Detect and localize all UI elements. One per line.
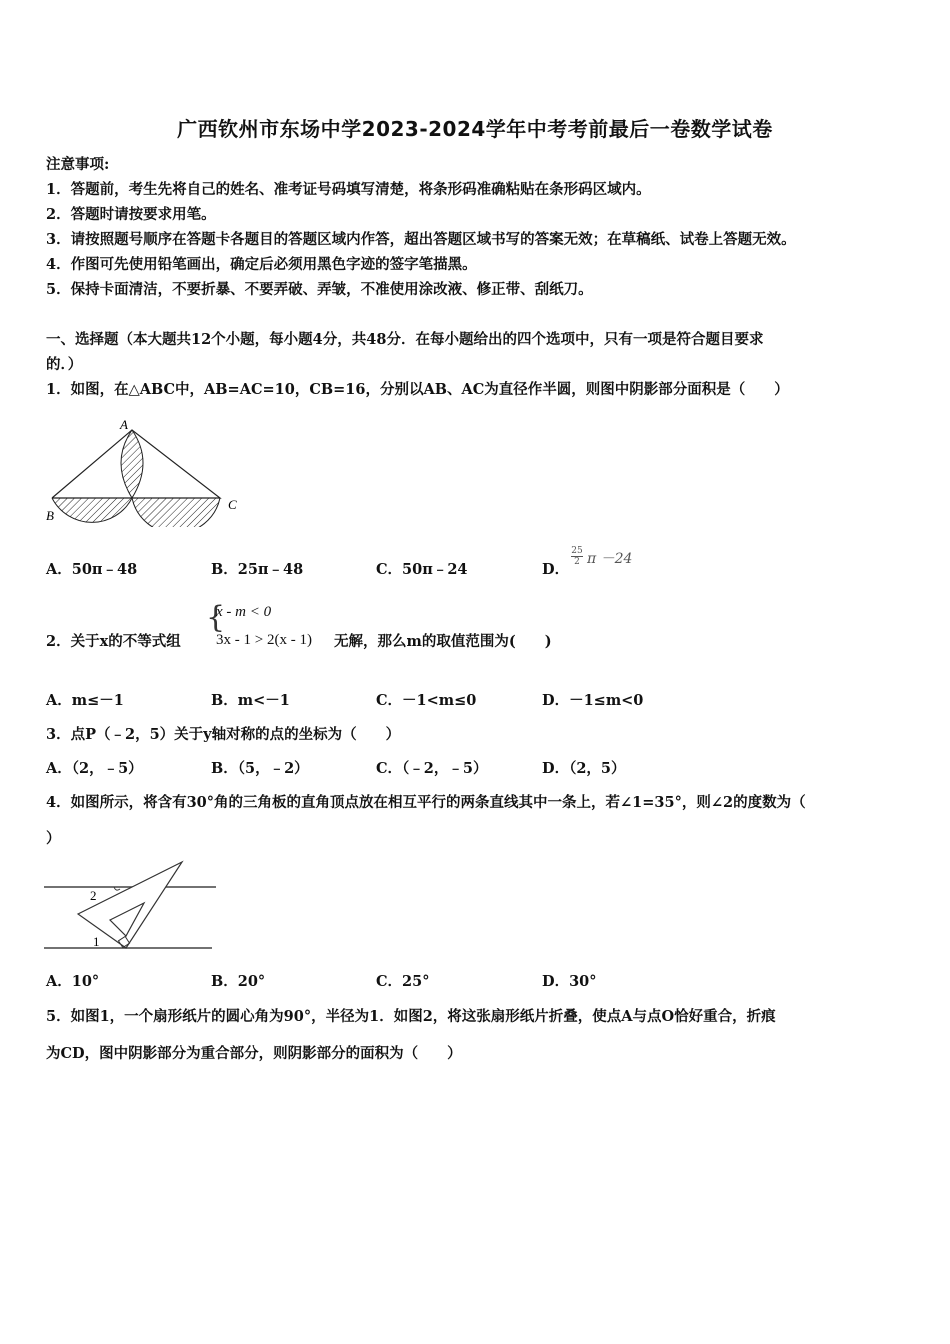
- note-item: 5．保持卡面清洁，不要折暴、不要弄破、弄皱，不准使用涂改液、修正带、刮纸刀。: [46, 281, 593, 298]
- angle-label-2: 2: [90, 888, 97, 903]
- question-1-text: 1．如图，在△ABC中，AB=AC=10，CB=16，分别以AB、AC为直径作半圆，则图中阴影部分面积是（ ）: [46, 381, 789, 398]
- note-item: 2．答题时请按要求用笔。: [46, 206, 216, 223]
- q1-option-a: A．50π﹣48: [46, 561, 138, 578]
- q2-option-c: C．－1<m≤0: [376, 692, 477, 709]
- q4-figure: [44, 858, 219, 953]
- label-b: B: [46, 508, 54, 523]
- page-title: 广西钦州市东场中学2023-2024学年中考考前最后一卷数学试卷: [177, 117, 773, 141]
- shaded-region: [132, 498, 220, 527]
- q3-option-c: C．（﹣2，﹣5）: [376, 760, 488, 777]
- angle-label-1: 1: [93, 934, 100, 949]
- note-item: 3．请按照题号顺序在答题卡各题目的答题区域内作答，超出答题区域书写的答案无效；在草稿纸、试卷上答题无效。: [46, 231, 796, 248]
- question-2-prefix: 2．关于x的不等式组: [46, 633, 181, 650]
- question-2-suffix: 无解，那么m的取值范围为( ): [334, 633, 552, 650]
- shaded-region: [121, 430, 143, 498]
- q1-option-d: [542, 558, 569, 579]
- inequality-2: 3x - 1 > 2(x - 1): [216, 632, 312, 648]
- q1-option-c: C．50π﹣24: [376, 561, 468, 578]
- note-item: 4．作图可先使用铅笔画出，确定后必须用黑色字迹的签字笔描黑。: [46, 256, 477, 273]
- notes-heading: 注意事项:: [46, 156, 110, 173]
- note-item: 1．答题前，考生先将自己的姓名、准考证号码填写清楚，将条形码准确粘贴在条形码区域内。: [46, 181, 651, 198]
- fraction-numerator: 25: [571, 546, 583, 556]
- option-d-rest: π －24: [587, 551, 633, 567]
- question-5-text: 5．如图1，一个扇形纸片的圆心角为90°，半径为1．如图2，将这张扇形纸片折叠，使点A与点O恰好重合，折痕: [46, 1008, 776, 1025]
- q2-option-b: B．m<－1: [211, 692, 290, 709]
- section-heading: 一、选择题（本大题共12个小题，每小题4分，共48分．在每小题给出的四个选项中，只有一项是符合题目要求: [46, 331, 764, 348]
- q4-option-b: B．20°: [211, 973, 266, 990]
- q4-option-d: D．30°: [542, 973, 597, 990]
- q4-option-c: C．25°: [376, 973, 430, 990]
- option-d-prefix: D．: [542, 561, 570, 578]
- q1-option-b: B．25π﹣48: [211, 561, 304, 578]
- q4-option-a: A．10°: [46, 973, 100, 990]
- question-4-text: 4．如图所示，将含有30°角的三角板的直角顶点放在相互平行的两条直线其中一条上，若∠1=35°，则∠2的度数为（: [46, 794, 806, 811]
- q2-option-d: D．－1≤m<0: [542, 692, 644, 709]
- label-a: A: [120, 417, 128, 432]
- shaded-region: [52, 498, 132, 522]
- q1-figure: [40, 412, 250, 527]
- fraction: [571, 546, 583, 567]
- inequality-1: x - m < 0: [216, 604, 272, 620]
- brace-icon: {: [206, 600, 226, 635]
- label-c: C: [228, 497, 237, 512]
- q2-option-a: A．m≤－1: [46, 692, 124, 709]
- q3-option-a: A．（2，﹣5）: [46, 760, 143, 777]
- section-heading-cont: 的．）: [46, 356, 83, 373]
- fraction-denominator: 2: [574, 557, 580, 567]
- q3-option-d: D．（2，5）: [542, 760, 626, 777]
- question-4-text-cont: ）: [46, 830, 61, 847]
- q3-option-b: B．（5，﹣2）: [211, 760, 309, 777]
- question-5-text-cont: 为CD，图中阴影部分为重合部分，则阴影部分的面积为（ ）: [46, 1045, 462, 1062]
- question-3-text: 3．点P（﹣2，5）关于y轴对称的点的坐标为（ ）: [46, 726, 401, 743]
